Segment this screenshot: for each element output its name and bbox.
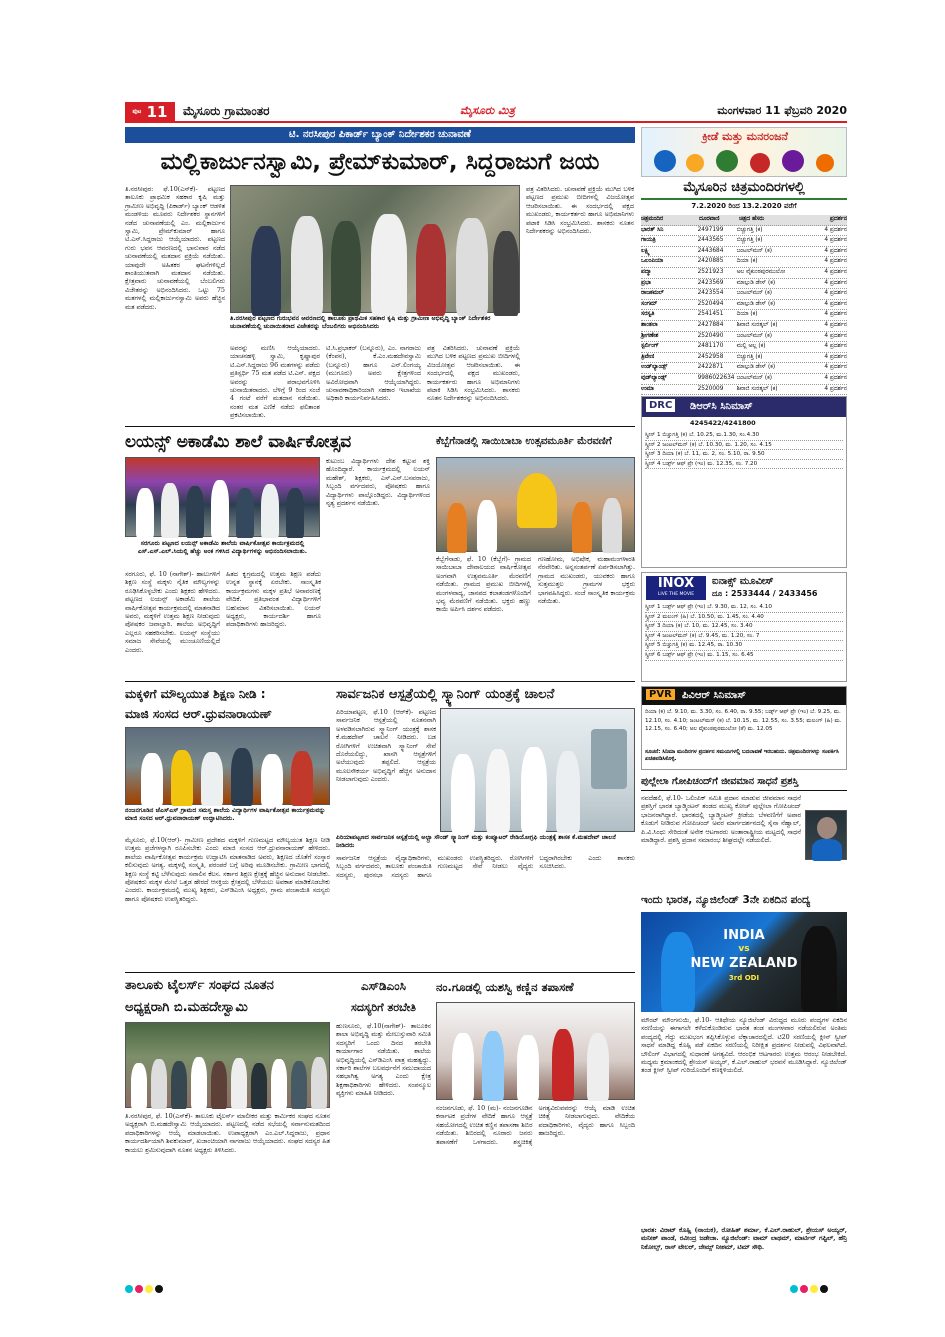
col-phone: ದೂರವಾಣಿ [699,216,720,222]
inox-slots [645,603,843,661]
page-header [125,101,847,123]
inox-phone: ದೂ : 2533444 / 2433456 [712,589,818,598]
drc-block [641,396,847,568]
col-shows: ಪ್ರದರ್ಶನ [829,216,847,222]
cricket-headline: ಇಂದು ಭಾರತ, ನ್ಯೂಜಿಲೆಂಡ್ 3ನೇ ಏಕದಿನ ಪಂದ್ಯ [641,894,811,906]
print-marks [125,1278,185,1288]
pvr-schedule: ದಿಯಾ (ಕ) ಬೆ. 9.10, ಮ. 3.30, ಸಂ. 6.40, ರಾ. 9.55; ಬರ್ಡ್ಸ್ ಆಫ್ ಪ್ರೇ (ಇಂ) ಬೆ. 9.25, ಮ. 12.10, ಸಂ. 4.10; ಜಂಟಲ್‌ಮನ್ (ಕ) ಬೆ. 10.15, ಮ. 12.55, ಸಂ. 3.55; ಮಲಂಗ್ (ಹಿ) ಮ. 12.15, ಸಂ. 6.40; ಅಲ ವೈಕುಂಠಪುರಮುಲೋ (ತೆ) ಮ. 12.05 [645,709,842,733]
table-row [641,310,847,321]
inox-tagline: LIVE THE MOVIE [657,592,695,597]
theatre-name: ಸರಸ್ವತಿ [641,311,655,318]
lions-caption: ಸರಗೂರು ಪಟ್ಟಣದ ಲಯನ್ಸ್ ಅಕಾಡೆಮಿ ಶಾಲೆಯ ವಾರ್ಷಿಕೋತ್ಸವ ಕಾರ್ಯಕ್ರಮದಲ್ಲಿ ಎಸ್.ಎಸ್.ಎಲ್.ಸಿಯಲ್ಲಿ ಹೆಚ್ಚು ಅಂಕ ಗಳಿಸಿದ ವಿದ್ಯಾರ್ಥಿಗಳನ್ನು ಅಭಿನಂದಿಸಲಾಯಿತು. [137,540,308,555]
table-row [641,257,847,268]
divider [125,426,635,427]
page-number: 11 [146,103,168,121]
drc-logo: DRC [646,399,675,412]
lead-col3: ಟಿ.ಸಿ.ಪ್ರಭಾಕರ್ (ಬನ್ನೂರು), ಎಂ. ನಾಗರಾಜು (ಕೆಂಪನ), ಕೆ.ಎಂ.ಮಹದೇವಸ್ವಾಮಿ (ಬನ್ನೂರು) ಹಾಗೂ ಎನ್.ಲಿಂಗಯ್ಯ (ಮುಗೂರು) ಅವರು ಕ್ಷೇತ್ರಗಳಿಂದ ಅವಿರೋಧವಾಗಿ ಆಯ್ಕೆಯಾಗಿದ್ದರು. ಚುನಾವಣಾಧಿಕಾರಿಯಾಗಿ ಸಹಕಾರ ಇಲಾಖೆಯ ಅಧಿಕಾರಿ ಕಾರ್ಯನಿರ್ವಹಿಸಿದರು. [326,344,421,403]
page-label: ಪುಟ [132,108,142,115]
screen-slot: ಸ್ಕ್ರೀನ್ 3 ದಿಯಾ (ಕ) ಬೆ. 11, ಮ. 2, ಸಂ. 5.10, ರಾ. 9.50 [645,450,843,460]
screen-slot: ಸ್ಕ್ರೀನ್ 3 ದಿಯಾ (ಕ) ಬೆ. 10, ಮ. 12.45, ಸಂ. 3.40 [645,622,843,632]
pvr-name: ಪಿವಿಆರ್ ಸಿನಿಮಾಸ್ [682,690,746,701]
col-theatre: ಚಿತ್ರಮಂದಿರ [641,216,664,222]
hospital-body2: ಸಾರ್ವಜನಿಕ ಆಸ್ಪತ್ರೆಯ ವೈದ್ಯಾಧಿಕಾರಿಗಳು, ಸಿಬ್ಬಂದಿ ವರ್ಗದವರು, ತಾಲೂಕು ಪಂಚಾಯಿತಿ ಸದಸ್ಯರು, ಪುರಸಭಾ ಸದಸ್ಯರು ಹಾಗೂ ಮುಖಂಡರು ಉಪಸ್ಥಿತರಿದ್ದರು. ರೋಗಿಗಳಿಗೆ ಗುಣಮಟ್ಟದ ಸೇವೆ ನೀಡಲು ವೈದ್ಯರು ಬದ್ಧರಾಗಿರಬೇಕು ಎಂದು ಶಾಸಕರು ಸೂಚಿಸಿದರು. [336,854,635,879]
page-date: ಮಂಗಳವಾರ 11 ಫೆಬ್ರವರಿ 2020 [717,104,847,117]
moulya-caption: ನಂಜನಗೂಡಿನ ಜೆಎಸ್‌ಎಸ್ ಗ್ರಾಮದ ಸಮಸ್ತ ಶಾಲೆಯ ವಿದ್ಯಾರ್ಥಿಗಳ ವಾರ್ಷಿಕೋತ್ಸವ ಕಾರ್ಯಕ್ರಮವನ್ನು ಮಾಜಿ ಸಂಸದ ಆರ್.ಧ್ರುವನಾರಾಯಣ್ ಉದ್ಘಾಟಿಸಿದರು. [125,807,326,822]
pullela-headline: ಪುಲ್ಲೇಲಾ ಗೋಪಿಚಂದ್‌ಗೆ ಜೀವಮಾನ ಸಾಧನೆ ಪ್ರಶಸ್ತಿ [641,773,847,791]
hospital-headline: ಸಾರ್ವಜನಿಕ ಆಸ್ಪತ್ರೆಯಲ್ಲಿ ಸ್ಕ್ಯಾನಿಂಗ್ ಯಂತ್ರಕ್ಕೆ ಚಾಲನೆ [336,687,555,702]
table-row [641,236,847,247]
lead-photo-caption: ತಿ.ನರಸೀಪುರ ಪಟ್ಟಣದ ಗುರುಭವನ ಆವರಣದಲ್ಲಿ ತಾಲೂಕು ಪ್ರಾಥಮಿಕ ಸಹಕಾರ ಕೃಷಿ ಮತ್ತು ಗ್ರಾಮೀಣ ಅಭಿವೃದ್ಧಿ ಬ್ಯಾಂಕ್ ನಿರ್ದೇಶಕರ ಚುನಾವಣೆಯಲ್ಲಿ ಚುನಾಯಿತರಾದ ವಿಜೇತರನ್ನು ಬೆಂಬಲಿಗರು ಅಭಿನಂದಿಸಿದರು [230,315,491,330]
banner-india: INDIA [723,928,765,943]
film-name: ಮಾಲ್ಗುಡಿ ಡೇಸ್ (ಕ) [736,300,776,307]
show-count: 4 ಪ್ರದರ್ಶನ [824,385,847,392]
section-title: ಮೈಸೂರು ಗ್ರಾಮಾಂತರ [183,104,270,118]
eye-headline: ನಂ.ಗೂಡಲ್ಲಿ ಯಶಸ್ವಿ ಕಣ್ಣಿನ ತಪಾಸಣೆ [436,980,574,994]
show-count: 4 ಪ್ರದರ್ಶನ [824,258,847,265]
hospital-photo [440,708,635,832]
eye-photo [436,1002,635,1100]
sidebar-banner [641,127,847,177]
pvr-block [641,686,847,770]
show-count: 4 ಪ್ರದರ್ಶನ [824,321,847,328]
theatre-phone: 2443684 [697,247,724,254]
table-row [641,279,847,290]
sdmc-headline-2: ಸದಸ್ಯರಿಗೆ ತರಬೇತಿ [351,1001,416,1014]
theatre-phone: 2420885 [697,258,724,265]
film-name: ಮಾಲ್ಗುಡಿ ಡೇಸ್ (ಕ) [736,364,776,371]
sport-icon [816,154,834,172]
sport-icon [750,153,770,173]
sdmc-body: ಹುಣಸೂರು, ಫೆ.10(ನಾಗೇಶ್)- ತಾಲೂಕಿನ ಶಾಲಾ ಅಭಿವೃದ್ಧಿ ಮತ್ತು ಮೇಲುಸ್ತುವಾರಿ ಸಮಿತಿ ಸದಸ್ಯರಿಗೆ ಒಂದು ದಿನದ ತರಬೇತಿ ಕಾರ್ಯಾಗಾರ ನಡೆಯಿತು. ಶಾಲೆಯ ಅಭಿವೃದ್ಧಿಯಲ್ಲಿ ಎಸ್‌ಡಿಎಂಸಿ ಪಾತ್ರ ಮಹತ್ವದ್ದು. ಸರ್ಕಾರಿ ಶಾಲೆಗಳ ಬಲವರ್ಧನೆಗೆ ಸಮುದಾಯದ ಸಹಭಾಗಿತ್ವ ಅಗತ್ಯ ಎಂದು ಕ್ಷೇತ್ರ ಶಿಕ್ಷಣಾಧಿಕಾರಿಗಳು ಹೇಳಿದರು. ಸಂಪನ್ಮೂಲ ವ್ಯಕ್ತಿಗಳು ಮಾಹಿತಿ ನೀಡಿದರು. [336,1022,431,1098]
moulya-body: ಮೈಸೂರು, ಫೆ.10(ಆರ್)- ಗ್ರಾಮೀಣ ಪ್ರದೇಶದ ಮಕ್ಕಳಿಗೆ ಗುಣಮಟ್ಟದ ಮೌಲ್ಯಯುತ ಶಿಕ್ಷಣ ನೀಡಿ ಉತ್ತಮ ಪ್ರಜೆಗಳನ್ನಾಗಿ ರೂಪಿಸಬೇಕು ಎಂದು ಮಾಜಿ ಸಂಸದ ಆರ್.ಧ್ರುವನಾರಾಯಣ್ ಹೇಳಿದರು. ಶಾಲೆಯ ವಾರ್ಷಿಕೋತ್ಸವ ಕಾರ್ಯಕ್ರಮ ಉದ್ಘಾಟಿಸಿ ಮಾತನಾಡಿದ ಅವರು, ಶಿಕ್ಷಣದ ಜೊತೆಗೆ ಸಂಸ್ಕಾರ ಕಲಿಸುವುದು ಅಗತ್ಯ. ಮಕ್ಕಳಲ್ಲಿ ಸಂಸ್ಕೃತಿ, ಪರಂಪರೆ ಬಗ್ಗೆ ಅರಿವು ಮೂಡಿಸಬೇಕು. ಗ್ರಾಮೀಣ ಭಾಗದಲ್ಲಿ ಶಿಕ್ಷಣ ಸಂಸ್ಥೆ ಕಟ್ಟಿ ಬೆಳೆಸುವುದು ಸವಾಲಿನ ಕೆಲಸ. ಸರ್ಕಾರ ಶಿಕ್ಷಣ ಕ್ಷೇತ್ರಕ್ಕೆ ಹೆಚ್ಚಿನ ಅನುದಾನ ನೀಡಬೇಕು. ಪೋಷಕರು ಮಕ್ಕಳ ಮೇಲೆ ಒತ್ತಡ ಹೇರದೆ ಆಸಕ್ತಿಯ ಕ್ಷೇತ್ರದಲ್ಲಿ ಬೆಳೆಯಲು ಅವಕಾಶ ಮಾಡಿಕೊಡಬೇಕು ಎಂದರು. ಕಾರ್ಯಕ್ರಮದಲ್ಲಿ ಮುಖ್ಯ ಶಿಕ್ಷಕರು, ಎಸ್‌ಡಿಎಂಸಿ ಅಧ್ಯಕ್ಷರು, ಗ್ರಾಮ ಪಂಚಾಯಿತಿ ಸದಸ್ಯರು ಹಾಗೂ ಪೋಷಕರು ಉಪಸ್ಥಿತರಿದ್ದರು. [125,836,330,903]
theatre-name: ರಾಜಕಮಲ್ [641,290,664,297]
cricket-banner [641,912,847,1012]
show-count: 4 ಪ್ರದರ್ಶನ [824,332,847,339]
lead-headline: ಮಲ್ಲಿಕಾರ್ಜುನಸ್ವಾಮಿ, ಪ್ರೇಮ್‌ಕುಮಾರ್, ಸಿದ್ದರಾಜುಗೆ ಜಯ [160,149,600,175]
film-name: ಜಂಟಲ್‌ಮನ್ (ಕ) [736,290,773,297]
cricket-body: ಮೌಂಟ್ ಮೌಂಗನುಯಿ, ಫೆ.10- ಆತಿಥೇಯ ನ್ಯೂಜಿಲೆಂಡ್ ವಿರುದ್ಧದ ಮೂರು ಪಂದ್ಯಗಳ ಏಕದಿನ ಸರಣಿಯನ್ನು ಈಗಾಗಲೇ ಕಳೆದುಕೊಂಡಿರುವ ಭಾರತ ತಂಡ ಮಂಗಳವಾರ ನಡೆಯಲಿರುವ ಅಂತಿಮ ಪಂದ್ಯದಲ್ಲಿ ಗೆದ್ದು ಮುಖಭಂಗ ತಪ್ಪಿಸಿಕೊಳ್ಳುವ ಲೆಕ್ಕಾಚಾರದಲ್ಲಿದೆ. ಟಿ20 ಸರಣಿಯಲ್ಲಿ ಕ್ಲೀನ್ ಸ್ವೀಪ್ ಸಾಧನೆ ಮಾಡಿದ್ದ ಕೊಹ್ಲಿ ಪಡೆ ಏಕದಿನ ಸರಣಿಯಲ್ಲಿ ನಿರೀಕ್ಷಿತ ಪ್ರದರ್ಶನ ನೀಡುವಲ್ಲಿ ವಿಫಲವಾಗಿದೆ. ಬೌಲಿಂಗ್ ವಿಭಾಗದಲ್ಲಿ ಸುಧಾರಣೆ ಅಗತ್ಯವಿದೆ. ಆರಂಭಿಕ ಆಟಗಾರರು ಉತ್ತಮ ಆರಂಭ ನೀಡಬೇಕಿದೆ. ಮಧ್ಯಮ ಕ್ರಮಾಂಕದಲ್ಲಿ ಶ್ರೇಯಸ್ ಅಯ್ಯರ್, ಕೆ.ಎಲ್.ರಾಹುಲ್ ಭರವಸೆ ಮೂಡಿಸಿದ್ದಾರೆ. ನ್ಯೂಜಿಲೆಂಡ್ ತಂಡ ಕ್ಲೀನ್ ಸ್ವೀಪ್ ಗುರಿಯೊಂದಿಗೆ ಕಣಕ್ಕಿಳಿಯಲಿದೆ. [641,1016,847,1075]
cinema-note: ಸೂಚನೆ: ಸಿನಿಮಾ ಮಂದಿರಗಳ ಪ್ರದರ್ಶನ ಸಮಯಗಳಲ್ಲಿ ಬದಲಾವಣೆ ಇರಬಹುದು. ಚಿತ್ರಮಂದಿರಗಳನ್ನು ಸಂಪರ್ಕಿಸಿ ಖಚಿತಪಡಿಸಿಕೊಳ್ಳಿ. [645,749,839,762]
film-name: ಮಾಲ್ಗುಡಿ ಡೇಸ್ (ಕ) [736,279,776,286]
moulya-photo [125,727,330,805]
lead-kicker: ಟಿ. ನರಸೀಪುರ ಪಿಕಾರ್ಡ್ ಬ್ಯಾಂಕ್ ನಿರ್ದೇಶಕರ ಚುನಾವಣೆ [125,127,635,143]
screen-slot: ಸ್ಕ್ರೀನ್ 1 ಬಿಚ್ಚುಗತ್ತಿ (ಕ) ಬೆ. 10.25, ಮ.1.30, ಸಂ.4.30 [645,431,843,441]
sdmc-headline-1: ಎಸ್‌ಡಿಎಂಸಿ [361,979,406,993]
lead-photo [230,185,520,313]
theatre-name: ಉಡ್‌ಲ್ಯಾಂಡ್ಸ್ [641,364,668,371]
show-count: 4 ಪ್ರದರ್ಶನ [824,226,847,233]
banner-odi: 3rd ODI [728,974,760,982]
show-count: 4 ಪ್ರದರ್ಶನ [824,300,847,307]
table-row [641,247,847,258]
theatre-phone: 2521923 [697,268,724,275]
drc-name: ಡಿಆರ್‌ಸಿ ಸಿನಿಮಾಸ್ [690,401,753,412]
show-count: 4 ಪ್ರದರ್ಶನ [824,290,847,297]
film-name: ಬಿಚ್ಚುಗತ್ತಿ (ಕ) [736,237,763,244]
theatre-phone: 2427884 [697,321,724,328]
show-count: 4 ಪ್ರದರ್ಶನ [824,247,847,254]
pvr-header [642,687,846,705]
theatre-phone: 9986022634 [697,374,735,381]
theatre-name: ಪ್ರಭಾ [641,279,651,286]
film-name: ಶಿವಾಜಿ ಸುರತ್ಕಲ್ (ಕ) [736,321,778,328]
film-name: ಮಲ್ಲಿ ಅಲ್ಲ (ಕ) [736,343,766,350]
hospital-body: ಪಿರಿಯಾಪಟ್ಟಣ, ಫೆ.10 (ಆರ್‌ಕೆ)- ಪಟ್ಟಣದ ಸಾರ್ವಜನಿಕ ಆಸ್ಪತ್ರೆಯಲ್ಲಿ ನೂತನವಾಗಿ ಅಳವಡಿಸಲಾಗಿರುವ ಸ್ಕ್ಯಾನಿಂಗ್ ಯಂತ್ರಕ್ಕೆ ಶಾಸಕ ಕೆ.ಮಹದೇವ್ ಚಾಲನೆ ನೀಡಿದರು. ಬಡ ರೋಗಿಗಳಿಗೆ ಉಚಿತವಾಗಿ ಸ್ಕ್ಯಾನಿಂಗ್ ಸೇವೆ ದೊರೆಯಲಿದ್ದು, ಖಾಸಗಿ ಆಸ್ಪತ್ರೆಗಳಿಗೆ ಅಲೆಯುವುದು ತಪ್ಪಲಿದೆ. ಆಸ್ಪತ್ರೆಯ ಮೂಲಸೌಕರ್ಯ ಅಭಿವೃದ್ಧಿಗೆ ಹೆಚ್ಚಿನ ಅನುದಾನ ನೀಡಲಾಗುವುದು ಎಂದರು. [336,708,436,784]
table-row [641,342,847,353]
show-count: 4 ಪ್ರದರ್ಶನ [824,268,847,275]
inox-name: ಐನಾಕ್ಸ್ ಮೂವೀಸ್ [712,576,774,587]
eye-body: ನಂಜನಗೂಡು, ಫೆ. 10 (ಮ)- ನಂಜನಗೂಡಿನ ಕರ್ನಾಟಕ ಪ್ರಜೆಗಳ ವೇದಿಕೆ ಹಾಗೂ ಆಸ್ಪತ್ರೆ ಸಹಯೋಗದಲ್ಲಿ ಉಚಿತ ಕಣ್ಣಿನ ತಪಾಸಣಾ ಶಿಬಿರ ನಡೆಯಿತು. ಶಿಬಿರದಲ್ಲಿ ನೂರಾರು ಜನರು ತಪಾಸಣೆಗೆ ಒಳಗಾದರು. ಶಸ್ತ್ರಚಿಕಿತ್ಸೆ ಅಗತ್ಯವಿರುವವರನ್ನು ಆಯ್ಕೆ ಮಾಡಿ ಉಚಿತ ಚಿಕಿತ್ಸೆ ನೀಡಲಾಗುವುದು. ವೇದಿಕೆಯ ಪದಾಧಿಕಾರಿಗಳು, ವೈದ್ಯರು ಹಾಗೂ ಸಿಬ್ಬಂದಿ ಹಾಜರಿದ್ದರು. [436,1104,635,1146]
table-header [641,215,847,226]
lead-col2: ಅವರನ್ನು ಮಣಿಸಿ ಆಯ್ಕೆಯಾದರು. ಯಾಚನಹಳ್ಳಿ ಸ್ವಾಮಿ, ಕೃಷ್ಣಾಪುರ ಟಿ.ಎಸ್.ಸಿದ್ದರಾಜು 96 ಮತಗಳನ್ನು ಪಡೆದು ಪ್ರತಿಸ್ಪರ್ಧಿ 75 ಮತ ಪಡೆದ ಟಿ.ಎಸ್. ಪಕ್ಷದ ಅವರನ್ನು ಪರಾಭವಗೊಳಿಸಿ ಚುನಾಯಿತರಾದರು. ಬೆಳಿಗ್ಗೆ 9 ರಿಂದ ಸಂಜೆ 4 ಗಂಟೆ ವರೆಗೆ ಮತದಾನ ನಡೆಯಿತು. ನಂತರ ಮತ ಎಣಿಕೆ ನಡೆದು ಫಲಿತಾಂಶ ಪ್ರಕಟಿಸಲಾಯಿತು. [230,344,320,420]
theatre-phone: 2481170 [697,343,724,350]
screen-slot: ಸ್ಕ್ರೀನ್ 1 ಬರ್ಡ್ಸ್ ಆಫ್ ಪ್ರೇ (ಇಂ) ಬೆ. 9.30, ಮ. 12, ಸಂ. 4.10 [645,603,843,613]
lead-col4: ಪತ್ರ ವಿತರಿಸಿದರು. ಚುನಾವಣೆ ಪ್ರಕ್ರಿಯೆ ಮುಗಿದ ಬಳಿಕ ಪಟ್ಟಣದ ಪ್ರಮುಖ ಬೀದಿಗಳಲ್ಲಿ ವಿಜಯೋತ್ಸವ ಆಚರಿಸಲಾಯಿತು. ಈ ಸಂದರ್ಭದಲ್ಲಿ ಪಕ್ಷದ ಮುಖಂಡರು, ಕಾರ್ಯಕರ್ತರು ಹಾಗೂ ಅಭಿಮಾನಿಗಳು ಪಟಾಕಿ ಸಿಡಿಸಿ ಸಂಭ್ರಮಿಸಿದರು. ಶಾಸಕರು ನೂತನ ನಿರ್ದೇಶಕರನ್ನು ಅಭಿನಂದಿಸಿದರು. [526,185,634,236]
theatre-name: ಶಾಂತಲಾ [641,321,658,328]
inox-block [641,572,847,682]
show-count: 4 ಪ್ರದರ್ಶನ [824,364,847,371]
theatre-phone: 2497199 [697,226,724,233]
table-row [641,300,847,311]
screen-slot: ಸ್ಕ್ರೀನ್ 2 ಮಲಂಗ್ (ಹಿ) ಬೆ. 10.50, ಮ. 1.45, ಸಂ. 4.40 [645,613,843,623]
table-row [641,363,847,374]
theatre-name: ಲಕ್ಷ್ಮಿ [641,247,650,254]
banner-title: ಕ್ರೀಡೆ ಮತ್ತು ಮನರಂಜನೆ [702,130,788,143]
moulya-headline-1: ಮಕ್ಕಳಿಗೆ ಮೌಲ್ಯಯುತ ಶಿಕ್ಷಣ ನೀಡಿ : [125,687,266,701]
theatre-phone: 2423554 [697,290,724,297]
show-count: 4 ಪ್ರದರ್ಶನ [824,311,847,318]
film-name: ಬಿಚ್ಚುಗತ್ತಿ (ಕ) [736,226,763,233]
screen-slot: ಸ್ಕ್ರೀನ್ 5 ಬಿಚ್ಚುಗತ್ತಿ (ಕ) ಮ. 12.45, ರಾ. 10.30 [645,641,843,651]
print-marks [790,1278,850,1288]
theatre-name: ವುಡ್‌ಲ್ಯಾಂಡ್ಸ್ [641,374,667,381]
theatre-name: ಉಮಾ [641,385,654,392]
film-name: ಜಂಟಲ್‌ಮನ್ (ಕ) [736,332,773,339]
kebbu-body2: ಗಣಹೋಮ, ಅಭಿಷೇಕ, ಮಹಾಮಂಗಳಾರತಿ ನೆರವೇರಿತು. ಅನ್ನಸಂತರ್ಪಣೆ ಏರ್ಪಡಿಸಲಾಗಿತ್ತು. ಗ್ರಾಮದ ಮುಖಂಡರು, ಯುವಕರು ಹಾಗೂ ಸುತ್ತಮುತ್ತಲ ಗ್ರಾಮಗಳ ಭಕ್ತರು ಭಾಗವಹಿಸಿದ್ದರು. ಸಂಜೆ ಸಾಂಸ್ಕೃತಿಕ ಕಾರ್ಯಕ್ರಮ ನಡೆಯಿತು. [538,555,635,606]
theatre-name: ಭಾರತ್ ಸಿನಿ [641,226,664,233]
divider [125,681,635,682]
taluk-photo [125,1022,330,1108]
screen-slot: ಸ್ಕ್ರೀನ್ 4 ಜಂಟಲ್‌ಮನ್ (ಕ) ಬೆ. 9.45, ಮ. 1.20, ಸಂ. 7 [645,632,843,642]
table-row [641,374,847,385]
screen-slot: ಸ್ಕ್ರೀನ್ 6 ಬರ್ಡ್ಸ್ ಆಫ್ ಪ್ರೇ (ಇಂ) ಮ. 1.15, ಸಂ. 6.45 [645,651,843,661]
cricket-teams: ಭಾರತ: ವಿರಾಟ್ ಕೊಹ್ಲಿ (ನಾಯಕ), ರೋಹಿತ್ ಶರ್ಮಾ, ಕೆ.ಎಲ್.ರಾಹುಲ್, ಶ್ರೇಯಸ್ ಅಯ್ಯರ್, ಮನೀಶ್ ಪಾಂಡೆ, ರವೀಂದ್ರ ಜಡೇಜಾ. ನ್ಯೂಜಿಲೆಂಡ್: ಟಾಮ್ ಲಾಥಮ್, ಮಾರ್ಟಿನ್ ಗಪ್ಟಿಲ್, ಹೆನ್ರಿ ನಿಕೋಲ್ಸ್, ರಾಸ್ ಟೇಲರ್, ಜೇಮ್ಸ್ ನೀಶಮ್, ಟಿಮ್ ಸೌಥಿ. [641,1226,847,1251]
col-film: ಚಿತ್ರದ ಹೆಸರು [739,216,765,222]
drc-slots [645,431,843,469]
film-name: ಜಂಟಲ್‌ಮನ್ (ಕ) [736,374,773,381]
film-name: ಅಲ ವೈಕುಂಠಪುರಮುಲೋ [736,268,786,275]
table-row [641,385,847,396]
theatre-phone: 2423569 [697,279,724,286]
screen-slot: ಸ್ಕ್ರೀನ್ 2 ಜಂಟಲ್‌ಮನ್ (ಕ) ಬೆ. 10.30, ಮ. 1.20, ಸಂ. 4.15 [645,441,843,451]
table-row [641,226,847,237]
theatre-phone: 2520490 [697,332,724,339]
inox-logo-text: INOX [657,576,695,591]
lions-body2: ಹಿತದ ಕೃಗ್ರಮದಲ್ಲಿ ಉತ್ತಮ ಶಿಕ್ಷಣ ಪಡೆದು ಉನ್ನತ ಸ್ಥಾನಕ್ಕೆ ಏರಬೇಕು. ಸಾಂಸ್ಕೃತಿಕ ಕಾರ್ಯಕ್ರಮಗಳು ಮಕ್ಕಳ ಪ್ರತಿಭೆ ಅನಾವರಣಕ್ಕೆ ವೇದಿಕೆ. ಪ್ರತಿಭಾವಂತ ವಿದ್ಯಾರ್ಥಿಗಳಿಗೆ ಬಹುಮಾನ ವಿತರಿಸಲಾಯಿತು. ಲಯನ್ ಅಧ್ಯಕ್ಷರು, ಕಾರ್ಯದರ್ಶಿ ಹಾಗೂ ಪದಾಧಿಕಾರಿಗಳು ಹಾಜರಿದ್ದರು. [226,570,321,629]
show-count: 4 ಪ್ರದರ್ಶನ [824,343,847,350]
sport-icon [654,150,676,172]
drc-phone: 4245422/4241800 [690,419,756,427]
sport-icon [716,150,738,172]
kebbu-photo [436,457,635,552]
taluk-headline-1: ತಾಲೂಕು ಟೈಲರ್ಸ್ ಸಂಘದ ನೂತನ [125,978,274,993]
show-count: 4 ಪ್ರದರ್ಶನ [824,353,847,360]
theatre-phone: 2452958 [697,353,724,360]
show-count: 4 ಪ್ರದರ್ಶನ [824,237,847,244]
theatre-phone: 2443565 [697,237,724,244]
show-count: 4 ಪ್ರದರ್ಶನ [824,279,847,286]
film-name: ಶಿವಾಜಿ ಸುರತ್ಕಲ್ (ಕ) [736,385,778,392]
kebbu-headline: ಕೆಬ್ಬೆಗೆನಾಡಲ್ಲಿ ಸಾಯಿಬಾಬಾ ಉತ್ಸವಮೂರ್ತಿ ಮೆರವಣಿಗೆ [436,436,612,447]
film-name: ಜಂಟಲ್‌ಮನ್ (ಕ) [736,247,773,254]
pullela-body: ನವದೆಹಲಿ, ಫೆ.10- ಒಲಿಂಪಿಕ್ ಸಮಿತಿ ಪ್ರದಾನ ಮಾಡುವ ಜೀವಮಾನ ಸಾಧನೆ ಪ್ರಶಸ್ತಿಗೆ ಭಾರತ ಬ್ಯಾಡ್ಮಿಂಟನ್ ತಂಡದ ಮುಖ್ಯ ಕೋಚ್ ಪುಲ್ಲೇಲಾ ಗೋಪಿಚಂದ್ ಭಾಜನರಾಗಿದ್ದಾರೆ. ಭಾರತದಲ್ಲಿ ಬ್ಯಾಡ್ಮಿಂಟನ್ ಕ್ರೀಡೆಯ ಬೆಳವಣಿಗೆಗೆ ಅಪಾರ ಕೊಡುಗೆ ನೀಡಿರುವ ಗೋಪಿಚಂದ್ ಅವರ ಮಾರ್ಗದರ್ಶನದಲ್ಲಿ ಸೈನಾ ನೆಹ್ವಾಲ್, ಪಿ.ವಿ.ಸಿಂಧು ಸೇರಿದಂತೆ ಅನೇಕ ಆಟಗಾರರು ಅಂತಾರಾಷ್ಟ್ರೀಯ ಮಟ್ಟದಲ್ಲಿ ಸಾಧನೆ ಮಾಡಿದ್ದಾರೆ. ಪ್ರಶಸ್ತಿ ಪ್ರದಾನ ಸಮಾರಂಭ ಶೀಘ್ರದಲ್ಲೇ ನಡೆಯಲಿದೆ. [641,794,801,845]
hospital-caption: ಪಿರಿಯಾಪಟ್ಟಣದ ಸಾರ್ವಜನಿಕ ಆಸ್ಪತ್ರೆಯಲ್ಲಿ ಅಲ್ಟ್ರಾ ಸೌಂಡ್ ಸ್ಕ್ಯಾನಿಂಗ್ ಮತ್ತು ಕಂಪ್ಯೂಟರ್ ರೇಡಿಯೋಗ್ರಫಿ ಯಂತ್ರಕ್ಕೆ ಶಾಸಕ ಕೆ.ಮಹದೇವ್ ಚಾಲನೆ ನೀಡಿದರು [336,834,616,849]
taluk-headline-2: ಅಧ್ಯಕ್ಷರಾಗಿ ಬಿ.ಮಹದೇಸ್ವಾಮಿ [125,1000,248,1015]
banner-nz: NEW ZEALAND [690,956,798,971]
theatre-name: ಸಂಗಮ್ [641,300,658,307]
table-row [641,332,847,343]
cinema-title: ಮೈಸೂರಿನ ಚಿತ್ರಮಂದಿರಗಳಲ್ಲಿ [641,180,847,200]
page-number-box [125,102,175,122]
theatre-phone: 2541451 [697,311,724,318]
pvr-logo: PVR [646,689,675,700]
divider [125,972,635,973]
theatre-phone: 2520009 [697,385,724,392]
theatre-name: ಪದ್ಮಾ [641,268,652,275]
lead-col3b: ಪತ್ರ ವಿತರಿಸಿದರು. ಚುನಾವಣೆ ಪ್ರಕ್ರಿಯೆ ಮುಗಿದ ಬಳಿಕ ಪಟ್ಟಣದ ಪ್ರಮುಖ ಬೀದಿಗಳಲ್ಲಿ ವಿಜಯೋತ್ಸವ ಆಚರಿಸಲಾಯಿತು. ಈ ಸಂದರ್ಭದಲ್ಲಿ ಪಕ್ಷದ ಮುಖಂಡರು, ಕಾರ್ಯಕರ್ತರು ಹಾಗೂ ಅಭಿಮಾನಿಗಳು ಪಟಾಕಿ ಸಿಡಿಸಿ ಸಂಭ್ರಮಿಸಿದರು. ಶಾಸಕರು ನೂತನ ನಿರ್ದೇಶಕರನ್ನು ಅಭಿನಂದಿಸಿದರು. [427,344,520,403]
sport-icon [782,150,804,172]
sport-icon [686,154,704,172]
show-count: 4 ಪ್ರದರ್ಶನ [824,374,847,381]
inox-logo [646,576,706,600]
theatre-name: ಶ್ರೀಗಣೇಶ [641,332,659,339]
moulya-headline-2: ಮಾಜಿ ಸಂಸದ ಆರ್.ಧ್ರುವನಾರಾಯಣ್ [125,707,272,721]
cinema-date-range: 7.2.2020 ರಿಂದ 13.2.2020 ವರೆಗೆ [691,202,797,210]
film-name: ಬಿಚ್ಚುಗತ್ತಿ (ಕ) [736,353,763,360]
screen-slot: ಸ್ಕ್ರೀನ್ 4 ಬರ್ಡ್ಸ್ ಆಫ್ ಪ್ರೇ (ಇಂ) ಮ. 12.35, ಸಂ. 7.20 [645,460,843,470]
film-name: ದಿಯಾ (ಕ) [736,258,758,265]
theatre-phone: 2422871 [697,364,724,371]
theatre-phone: 2520494 [697,300,724,307]
lions-body: ಸರಗೂರು, ಫೆ. 10 (ನಾಗೇಶ್)- ಹಾಲುಗಳಿಗೆ ಶಿಕ್ಷಣ ಸಂಸ್ಥೆ ಮಕ್ಕಳು ನೈತಿಕ ಮೌಲ್ಯಗಳನ್ನು ರೂಢಿಸಿಕೊಳ್ಳಬೇಕು ಎಂದು ಶಿಕ್ಷಕರು ಹೇಳಿದರು. ಪಟ್ಟಣದ ಲಯನ್ಸ್ ಅಕಾಡೆಮಿ ಶಾಲೆಯ ವಾರ್ಷಿಕೋತ್ಸವ ಕಾರ್ಯಕ್ರಮದಲ್ಲಿ ಮಾತನಾಡಿದ ಅವರು, ಮಕ್ಕಳಿಗೆ ಉತ್ತಮ ಶಿಕ್ಷಣ ನೀಡುವುದು ಪೋಷಕರ ಜವಾಬ್ದಾರಿ. ಶಾಲೆಯ ಅಭಿವೃದ್ಧಿಗೆ ಎಲ್ಲರೂ ಸಹಕರಿಸಬೇಕು. ಲಯನ್ಸ್ ಸಂಸ್ಥೆಯು ಸಮಾಜ ಸೇವೆಯಲ್ಲಿ ಮುಂಚೂಣಿಯಲ್ಲಿದೆ ಎಂದರು. [125,570,220,654]
kebbu-body: ಕೆಬ್ಬೆಗೆನಾಡು, ಫೆ. 10 (ಕೆಬ್ಬೆಗೆ)- ಗ್ರಾಮದ ಸಾಯಿಬಾಬಾ ದೇವಾಲಯದ ವಾರ್ಷಿಕೋತ್ಸವ ಅಂಗವಾಗಿ ಉತ್ಸವಮೂರ್ತಿ ಮೆರವಣಿಗೆ ನಡೆಯಿತು. ಗ್ರಾಮದ ಪ್ರಮುಖ ಬೀದಿಗಳಲ್ಲಿ ಮಂಗಳವಾದ್ಯ, ಜಾನಪದ ಕಲಾತಂಡಗಳೊಂದಿಗೆ ಭವ್ಯ ಮೆರವಣಿಗೆ ನಡೆಯಿತು. ಭಕ್ತರು ಹಣ್ಣು ಕಾಯಿ ಅರ್ಪಿಸಿ ದರ್ಶನ ಪಡೆದರು. [436,555,531,614]
paper-logo: ಮೈಸೂರು ಮಿತ್ರ [460,104,515,117]
drc-header [642,397,846,417]
theatre-name: ಗಾಯತ್ರಿ [641,237,656,244]
lead-dateline: ತಿ.ನರಸೀಪುರ: ಫೆ.10(ಎಸ್‌ಕೆ)- ಪಟ್ಟಣದ ತಾಲೂಕು ಪ್ರಾಥಮಿಕ ಸಹಕಾರ ಕೃಷಿ ಮತ್ತು ಗ್ರಾಮೀಣ ಅಭಿವೃದ್ಧಿ (ಪಿಕಾರ್ಡ್) ಬ್ಯಾಂಕ್ ಆಡಳಿತ ಮಂಡಳಿಯ ಮೂವರು ನಿರ್ದೇಶಕರ ಸ್ಥಾನಗಳಿಗೆ ನಡೆದ ಚುನಾವಣೆಯಲ್ಲಿ ಎಂ. ಮಲ್ಲಿಕಾರ್ಜುನ ಸ್ವಾಮಿ, ಪ್ರೇಮ್‌ಕುಮಾರ್ ಹಾಗೂ ಟಿ.ಎಸ್.ಸಿದ್ದರಾಜು ಆಯ್ಕೆಯಾದರು. ಪಟ್ಟಣದ ಗುರು ಭವನ ಆವರಣದಲ್ಲಿ ಭಾನುವಾರ ನಡೆದ ಚುನಾವಣೆಯಲ್ಲಿ ಮತದಾನ ಪ್ರಕ್ರಿಯೆ ನಡೆಯಿತು. ಯಾವುದೇ ಅಹಿತಕರ ಘಟನೆಗಳಿಲ್ಲದೆ ಶಾಂತಿಯುತವಾಗಿ ಮತದಾನ ನಡೆಯಿತು. ಕ್ಷೇತ್ರವಾರು ಚುನಾವಣೆಯಲ್ಲಿ ಬೆಂಬಲಿಗರು ವಿಜೇತರನ್ನು ಅಭಿನಂದಿಸಿದರು. ಒಟ್ಟು 75 ಮತಗಳಲ್ಲಿ ಮಲ್ಲಿಕಾರ್ಜುನಸ್ವಾಮಿ ಅವರು ಹೆಚ್ಚಿನ ಮತ ಪಡೆದರು. [125,185,225,311]
table-row [641,353,847,364]
taluk-body: ತಿ.ನರಸೀಪುರ, ಫೆ. 10(ಎಸ್‌ಕೆ)- ತಾಲೂಕು ಟೈಲರ್ಸ್ ಮಾಲೀಕರ ಮತ್ತು ಕಾರ್ಮಿಕರ ಸಂಘದ ನೂತನ ಅಧ್ಯಕ್ಷರಾಗಿ ಬಿ.ಮಹದೇಸ್ವಾಮಿ ಆಯ್ಕೆಯಾದರು. ಪಟ್ಟಣದಲ್ಲಿ ನಡೆದ ಸಭೆಯಲ್ಲಿ ಸರ್ವಾನುಮತದಿಂದ ಪದಾಧಿಕಾರಿಗಳನ್ನು ಆಯ್ಕೆ ಮಾಡಲಾಯಿತು. ಉಪಾಧ್ಯಕ್ಷರಾಗಿ ಎಂ.ಎಲ್.ಸಿದ್ದರಾಜು, ಪ್ರಧಾನ ಕಾರ್ಯದರ್ಶಿಯಾಗಿ ಶಿವಕುಮಾರ್, ಖಜಾಂಚಿಯಾಗಿ ನಾಗರಾಜು ಆಯ್ಕೆಯಾದರು. ಸಂಘದ ಸದಸ್ಯರ ಹಿತ ಕಾಯಲು ಶ್ರಮಿಸುವುದಾಗಿ ನೂತನ ಅಧ್ಯಕ್ಷರು ತಿಳಿಸಿದರು. [125,1112,330,1154]
table-row [641,268,847,279]
pullela-photo [805,810,847,860]
theatre-name: ಒಲಂಪಿಯಾ [641,258,664,265]
cinema-table [641,215,847,395]
table-row [641,321,847,332]
lions-photo [125,457,320,537]
banner-vs: vs [738,944,750,954]
table-row [641,289,847,300]
film-name: ದಿಯಾ (ಕ) [736,311,758,318]
lions-headline: ಲಯನ್ಸ್ ಅಕಾಡೆಮಿ ಶಾಲೆ ವಾರ್ಷಿಕೋತ್ಸವ [125,432,352,452]
lions-body3: ಕುಟುಂಬ ವಿದ್ಯಾರ್ಥಿಗಳು ದೇಶ ಕಟ್ಟುವ ಶಕ್ತಿ ಹೊಂದಿದ್ದಾರೆ. ಕಾರ್ಯಕ್ರಮದಲ್ಲಿ ಲಯನ್ ಮಹೇಶ್, ಶಿಕ್ಷಕರು, ಎಸ್.ಎನ್.ಬಸವರಾಜು, ಸಿಬ್ಬಂದಿ ವರ್ಗದವರು, ಪೋಷಕರು ಹಾಗೂ ವಿದ್ಯಾರ್ಥಿಗಳು ಪಾಲ್ಗೊಂಡಿದ್ದರು. ವಿದ್ಯಾರ್ಥಿಗಳಿಂದ ನೃತ್ಯ ಪ್ರದರ್ಶನ ನಡೆಯಿತು. [326,457,430,508]
theatre-name: ಸ್ಟರ್ಲಿಂಗ್ [641,343,659,350]
theatre-name: ತ್ರಿವೇಣಿ [641,353,655,360]
